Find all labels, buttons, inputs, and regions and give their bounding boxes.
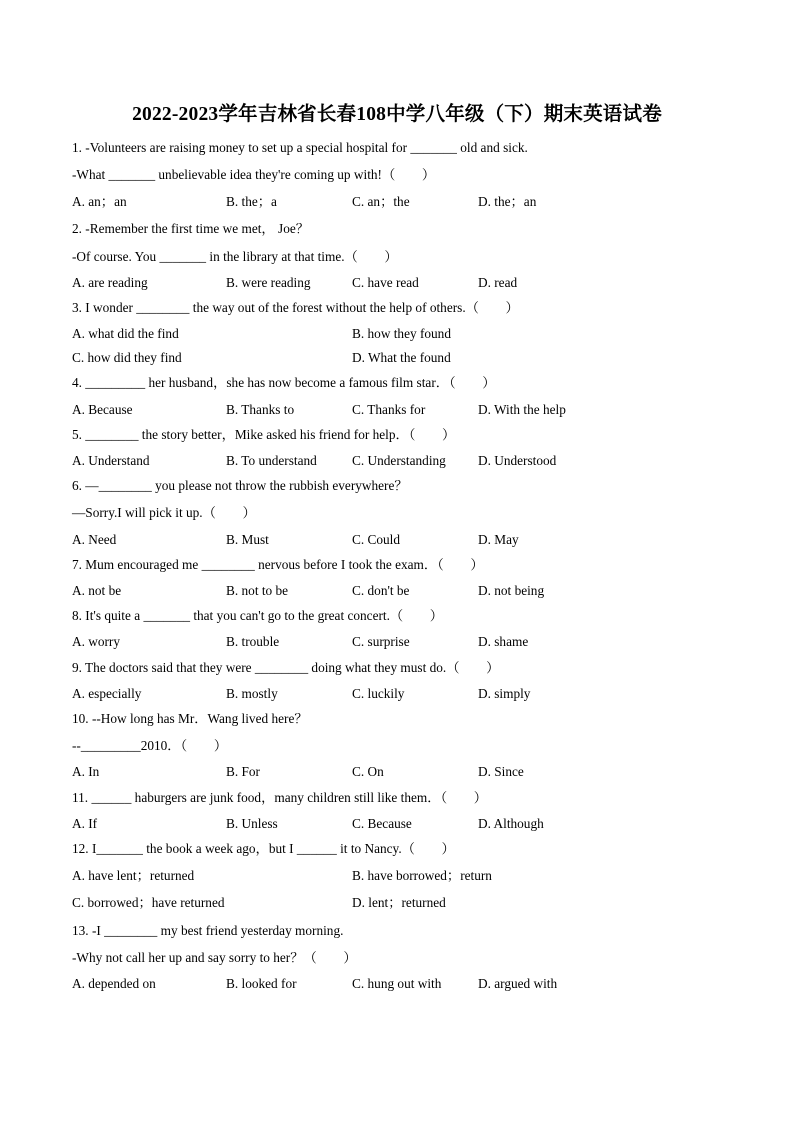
question-12-option-a: A. have lent；returned xyxy=(72,868,195,883)
question-1-option-b: B. the；a xyxy=(226,194,277,209)
page-title: 2022-2023学年吉林省长春108中学八年级（下）期末英语试卷 xyxy=(132,104,662,125)
question-3-option-d: D. What the found xyxy=(352,350,451,365)
question-3-option-c: C. how did they find xyxy=(72,350,182,365)
question-10-option-b: B. For xyxy=(226,764,260,779)
question-5-option-c: C. Understanding xyxy=(352,453,446,468)
question-6-line-1: 6. —________ you please not throw the rubbish everywhere？ xyxy=(72,478,408,493)
question-8-option-b: B. trouble xyxy=(226,634,280,649)
question-13-option-c: C. hung out with xyxy=(352,976,442,991)
question-7-line-1: 7. Mum encouraged me ________ nervous before I took the exam．（ ） xyxy=(72,557,484,572)
question-2-option-a: A. are reading xyxy=(72,275,148,290)
question-6-option-c: C. Could xyxy=(352,532,401,547)
question-8-line-1: 8. It's quite a _______ that you can't go to the great concert.（ ） xyxy=(72,608,444,623)
question-7-option-c: C. don't be xyxy=(352,583,410,598)
question-5-line-1: 5. ________ the story better，Mike asked his friend for help．（ ） xyxy=(72,427,456,442)
question-7-option-d: D. not being xyxy=(478,583,545,598)
question-11-option-c: C. Because xyxy=(352,816,412,831)
question-10-option-d: D. Since xyxy=(478,764,524,779)
question-6-line-2: —Sorry.I will pick it up.（ ） xyxy=(72,505,256,520)
question-4-line-1: 4. _________ her husband，she has now become a famous film star．（ ） xyxy=(72,375,496,390)
question-1-option-a: A. an；an xyxy=(72,194,127,209)
question-3-option-b: B. how they found xyxy=(352,326,451,341)
question-8-option-c: C. surprise xyxy=(352,634,410,649)
question-4-option-a: A. Because xyxy=(72,402,133,417)
question-11-option-b: B. Unless xyxy=(226,816,278,831)
question-9-option-d: D. simply xyxy=(478,686,531,701)
question-9-option-b: B. mostly xyxy=(226,686,278,701)
question-1-option-c: C. an；the xyxy=(352,194,410,209)
question-2-line-2: -Of course. You _______ in the library at that time.（ ） xyxy=(72,249,398,264)
question-11-line-1: 11. ______ haburgers are junk food，many children still like them．（ ） xyxy=(72,790,488,805)
question-12-option-c: C. borrowed；have returned xyxy=(72,895,225,910)
question-13-line-1: 13. -I ________ my best friend yesterday morning. xyxy=(72,923,344,938)
question-9-option-a: A. especially xyxy=(72,686,142,701)
question-1-line-2: -What _______ unbelievable idea they're coming up with!（ ） xyxy=(72,167,436,182)
question-2-option-b: B. were reading xyxy=(226,275,311,290)
question-7-option-b: B. not to be xyxy=(226,583,289,598)
question-4-option-c: C. Thanks for xyxy=(352,402,426,417)
question-10-option-a: A. In xyxy=(72,764,100,779)
question-9-line-1: 9. The doctors said that they were ________ doing what they must do.（ ） xyxy=(72,660,500,675)
question-2-line-1: 2. -Remember the first time we met， Joe？ xyxy=(72,221,310,236)
question-3-line-1: 3. I wonder ________ the way out of the forest without the help of others.（ ） xyxy=(72,300,519,315)
question-5-option-a: A. Understand xyxy=(72,453,150,468)
question-8-option-a: A. worry xyxy=(72,634,121,649)
question-11-option-a: A. If xyxy=(72,816,98,831)
question-3-option-a: A. what did the find xyxy=(72,326,179,341)
question-13-line-2: -Why not call her up and say sorry to her？（ ） xyxy=(72,950,357,965)
question-13-option-b: B. looked for xyxy=(226,976,297,991)
question-12-option-d: D. lent；returned xyxy=(352,895,446,910)
question-5-option-d: D. Understood xyxy=(478,453,557,468)
question-13-option-a: A. depended on xyxy=(72,976,156,991)
question-4-option-b: B. Thanks to xyxy=(226,402,295,417)
question-10-option-c: C. On xyxy=(352,764,384,779)
question-12-line-1: 12. I_______ the book a week ago，but I ______ it to Nancy.（ ） xyxy=(72,841,455,856)
question-1-line-1: 1. -Volunteers are raising money to set up a special hospital for _______ old and sick. xyxy=(72,140,528,155)
question-7-option-a: A. not be xyxy=(72,583,122,598)
question-4-option-d: D. With the help xyxy=(478,402,566,417)
question-6-option-b: B. Must xyxy=(226,532,269,547)
question-12-option-b: B. have borrowed；return xyxy=(352,868,492,883)
question-13-option-d: D. argued with xyxy=(478,976,558,991)
question-2-option-d: D. read xyxy=(478,275,518,290)
question-8-option-d: D. shame xyxy=(478,634,529,649)
question-6-option-d: D. May xyxy=(478,532,519,547)
question-1-option-d: D. the；an xyxy=(478,194,537,209)
question-9-option-c: C. luckily xyxy=(352,686,405,701)
question-10-line-2: --_________2010．（ ） xyxy=(72,738,228,753)
question-10-line-1: 10. --How long has Mr．Wang lived here？ xyxy=(72,711,308,726)
question-5-option-b: B. To understand xyxy=(226,453,317,468)
question-6-option-a: A. Need xyxy=(72,532,117,547)
question-11-option-d: D. Although xyxy=(478,816,544,831)
question-2-option-c: C. have read xyxy=(352,275,419,290)
